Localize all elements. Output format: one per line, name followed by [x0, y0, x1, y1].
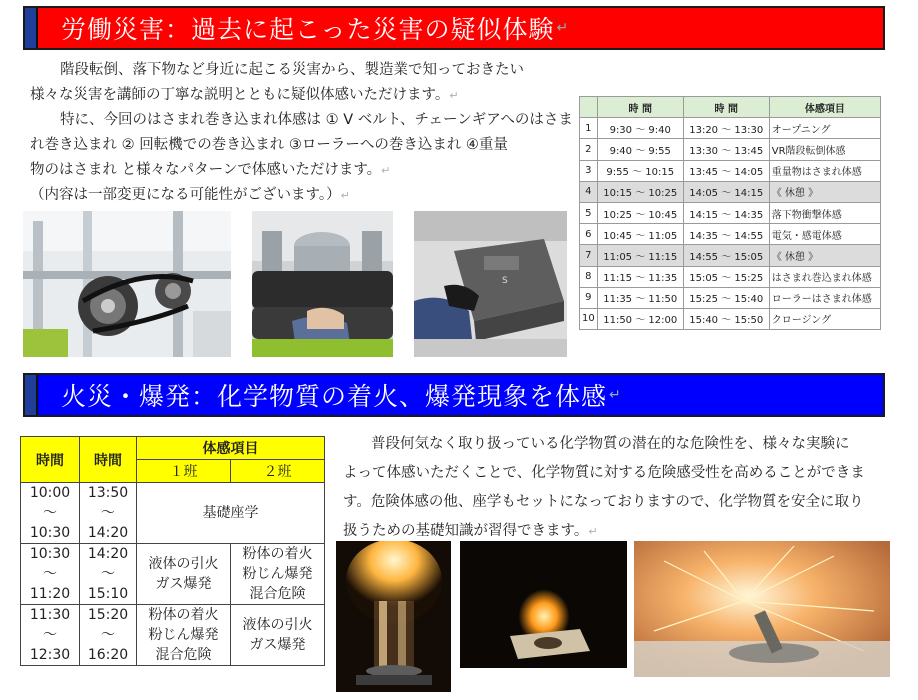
tilde: 〜	[635, 251, 646, 263]
explosion-sparks-photo	[634, 541, 890, 677]
table-row	[580, 139, 881, 160]
pm-time-cell	[683, 202, 769, 223]
belt-chain-machine-photo	[23, 211, 231, 357]
class2-item-cell: 粉体の着火 粉じん爆発 混合危険	[231, 544, 325, 605]
pm-time-cell	[683, 139, 769, 160]
return-mark-icon: ↵	[556, 20, 570, 36]
time-start: 10:30	[29, 546, 71, 562]
am-time-cell	[597, 245, 683, 266]
header-items: 体感項目	[137, 437, 325, 460]
time-start: 13:50	[87, 485, 129, 501]
time-end: 15:05	[734, 251, 764, 263]
time-end: 11:50	[648, 294, 678, 306]
table-row	[580, 181, 881, 202]
paragraph-line: 様々な災害を講師の丁寧な説明とともに疑似体感いただけます。	[30, 87, 450, 103]
time-start: 11:15	[603, 273, 633, 285]
time-end: 11:20	[29, 586, 71, 602]
experience-item: 《 休憩 》	[769, 181, 880, 202]
time-start: 9:40	[609, 145, 633, 157]
time-end: 11:05	[648, 230, 678, 242]
row-number: 5	[580, 202, 598, 223]
header-time-pm: 時 間	[683, 97, 769, 118]
time-end: 14:05	[734, 167, 764, 179]
time-cell	[80, 605, 137, 666]
experience-item: 重量物はさまれ体感	[769, 160, 880, 181]
header-time-am: 時間	[21, 437, 80, 483]
time-cell	[80, 544, 137, 605]
time-start: 11:50	[603, 315, 633, 327]
time-end: 13:30	[734, 124, 764, 136]
tilde: 〜	[635, 294, 646, 306]
tilde: 〜	[721, 167, 732, 179]
tilde: 〜	[632, 167, 643, 179]
am-time-cell	[597, 224, 683, 245]
tilde: 〜	[721, 188, 732, 200]
time-end: 9:55	[648, 145, 671, 157]
experience-item: 《 休憩 》	[769, 245, 880, 266]
table-row	[580, 224, 881, 245]
time-cell	[21, 483, 80, 544]
time-start: 13:20	[689, 124, 719, 136]
time-cell	[21, 544, 80, 605]
time-start: 15:20	[87, 607, 129, 623]
time-start: 15:25	[689, 294, 719, 306]
time-end: 12:30	[29, 647, 71, 663]
row-number: 1	[580, 118, 598, 139]
time-start: 15:05	[689, 273, 719, 285]
return-mark-icon: ↵	[609, 387, 622, 403]
tilde: 〜	[635, 188, 646, 200]
time-end: 10:25	[648, 188, 678, 200]
tilde: 〜	[721, 294, 732, 306]
pm-time-cell	[683, 287, 769, 308]
time-end: 15:40	[734, 294, 764, 306]
time-start: 14:55	[689, 251, 719, 263]
heavy-object-press-photo	[414, 211, 567, 357]
paragraph-line: 物のはさまれ と様々なパターンで体感いただけます。	[30, 162, 382, 178]
row-number: 7	[580, 245, 598, 266]
merged-item-cell: 基礎座学	[137, 483, 325, 544]
time-end: 14:35	[734, 209, 764, 221]
table-row	[21, 483, 325, 544]
tilde: 〜	[43, 505, 57, 521]
row-number: 9	[580, 287, 598, 308]
section1-title	[61, 8, 569, 48]
schedule-body	[580, 118, 881, 330]
time-cell	[80, 483, 137, 544]
table-row	[580, 160, 881, 181]
time-end: 10:15	[645, 167, 675, 179]
tilde: 〜	[635, 124, 646, 136]
row-number: 3	[580, 160, 598, 181]
tilde: 〜	[635, 145, 646, 157]
section2-paragraph	[343, 430, 903, 546]
time-end: 15:50	[734, 315, 764, 327]
time-end: 16:20	[87, 647, 129, 663]
tilde: 〜	[43, 566, 57, 582]
am-time-cell	[597, 308, 683, 329]
table-row	[21, 605, 325, 666]
return-mark-icon: ↵	[381, 164, 391, 177]
am-time-cell	[597, 287, 683, 308]
tilde: 〜	[101, 627, 115, 643]
time-start: 9:30	[609, 124, 633, 136]
time-start: 14:35	[689, 230, 719, 242]
flame-dish-photo	[460, 541, 627, 668]
return-mark-icon: ↵	[449, 89, 459, 102]
am-time-cell	[597, 160, 683, 181]
time-start: 14:20	[87, 546, 129, 562]
tilde: 〜	[101, 505, 115, 521]
svg-text:S: S	[502, 276, 508, 286]
class2-item-cell: 液体の引火 ガス爆発	[231, 605, 325, 666]
row-number: 4	[580, 181, 598, 202]
return-mark-icon: ↵	[340, 189, 350, 202]
class1-item-cell: 液体の引火 ガス爆発	[137, 544, 231, 605]
section2-title-text: 火災・爆発：化学物質の着火、爆発現象を体感	[61, 382, 608, 411]
pm-time-cell	[683, 266, 769, 287]
header-no	[580, 97, 598, 118]
return-mark-icon: ↵	[588, 525, 598, 538]
roller-hand-photo	[252, 211, 393, 357]
paragraph-line: 普段何気なく取り扱っている化学物質の潜在的な危険性を、様々な実験に	[371, 436, 850, 452]
table-row	[21, 544, 325, 605]
tilde: 〜	[721, 251, 732, 263]
pm-time-cell	[683, 118, 769, 139]
header-class1: １班	[137, 460, 231, 483]
time-start: 10:00	[29, 485, 71, 501]
paragraph-line: れ巻き込まれ ② 回転機での巻き込まれ ③ローラーへの巻き込まれ ④重量	[30, 137, 508, 153]
experience-item: オープニング	[769, 118, 880, 139]
section1-paragraph	[30, 58, 580, 208]
time-start: 11:30	[29, 607, 71, 623]
time-end: 10:30	[29, 525, 71, 541]
time-end: 10:45	[648, 209, 678, 221]
header-item: 体感項目	[769, 97, 880, 118]
time-start: 13:45	[689, 167, 719, 179]
table-row	[580, 118, 881, 139]
row-number: 6	[580, 224, 598, 245]
am-time-cell	[597, 266, 683, 287]
paragraph-line: 扱うための基礎知識が習得できます。	[343, 523, 589, 539]
tilde: 〜	[635, 209, 646, 221]
time-start: 14:15	[689, 209, 719, 221]
section1-title-text: 労働災害：過去に起こった災害の疑似体験	[61, 15, 555, 44]
time-end: 14:20	[87, 525, 129, 541]
am-time-cell	[597, 139, 683, 160]
fire-schedule-body	[21, 483, 325, 666]
tilde: 〜	[721, 315, 732, 327]
header-class2: ２班	[231, 460, 325, 483]
tilde: 〜	[101, 566, 115, 582]
tilde: 〜	[721, 230, 732, 242]
pm-time-cell	[683, 181, 769, 202]
banner-accent-stripe	[25, 375, 38, 415]
paragraph-line: す。危険体感の他、座学もセットになっておりますので、化学物質を安全に取り	[343, 494, 864, 510]
time-cell	[21, 605, 80, 666]
flame-cylinder-photo	[336, 541, 451, 692]
table-header-row	[580, 97, 881, 118]
time-start: 9:55	[606, 167, 629, 179]
time-start: 15:40	[689, 315, 719, 327]
tilde: 〜	[721, 209, 732, 221]
tilde: 〜	[635, 230, 646, 242]
time-end: 12:00	[648, 315, 678, 327]
tilde: 〜	[635, 273, 646, 285]
experience-item: はさまれ巻込まれ体感	[769, 266, 880, 287]
table-row	[580, 245, 881, 266]
time-end: 11:15	[648, 251, 678, 263]
row-number: 2	[580, 139, 598, 160]
tilde: 〜	[721, 273, 732, 285]
time-start: 13:30	[689, 145, 719, 157]
time-end: 14:55	[734, 230, 764, 242]
time-start: 10:15	[603, 188, 633, 200]
paragraph-line: よって体感いただくことで、化学物質に対する危険感受性を高めることができま	[343, 465, 865, 481]
row-number: 10	[580, 308, 598, 329]
am-time-cell	[597, 118, 683, 139]
table-row	[580, 287, 881, 308]
am-time-cell	[597, 181, 683, 202]
table-row	[580, 308, 881, 329]
pm-time-cell	[683, 308, 769, 329]
time-start: 14:05	[689, 188, 719, 200]
experience-item: VR階段転倒体感	[769, 139, 880, 160]
class1-item-cell: 粉体の着火 粉じん爆発 混合危険	[137, 605, 231, 666]
time-start: 10:45	[603, 230, 633, 242]
row-number: 8	[580, 266, 598, 287]
experience-item: 電気・感電体感	[769, 224, 880, 245]
pm-time-cell	[683, 224, 769, 245]
time-end: 9:40	[648, 124, 671, 136]
pm-time-cell	[683, 160, 769, 181]
time-end: 14:15	[734, 188, 764, 200]
time-start: 11:05	[603, 251, 633, 263]
paragraph-line: 特に、今回のはさまれ巻き込まれ体感は ① V ベルト、チェーンギアへのはさま	[60, 112, 573, 128]
header-time-am: 時 間	[597, 97, 683, 118]
time-end: 13:45	[734, 145, 764, 157]
tilde: 〜	[43, 627, 57, 643]
paragraph-line: （内容は一部変更になる可能性がございます。）	[30, 187, 341, 203]
fire-schedule-table	[20, 436, 325, 666]
time-start: 11:35	[603, 294, 633, 306]
paragraph-line: 階段転倒、落下物など身近に起こる災害から、製造業で知っておきたい	[60, 62, 524, 78]
time-end: 15:10	[87, 586, 129, 602]
section1-banner	[23, 6, 885, 50]
am-time-cell	[597, 202, 683, 223]
table-row	[580, 266, 881, 287]
experience-item: ローラーはさまれ体感	[769, 287, 880, 308]
time-end: 11:35	[648, 273, 678, 285]
section2-title	[61, 375, 622, 415]
header-time-pm: 時間	[80, 437, 137, 483]
table-row	[580, 202, 881, 223]
tilde: 〜	[721, 145, 732, 157]
time-start: 10:25	[603, 209, 633, 221]
experience-item: 落下物衝撃体感	[769, 202, 880, 223]
tilde: 〜	[721, 124, 732, 136]
tilde: 〜	[635, 315, 646, 327]
experience-item: クロージング	[769, 308, 880, 329]
time-end: 15:25	[734, 273, 764, 285]
section2-banner	[23, 373, 885, 417]
banner-accent-stripe	[25, 8, 38, 48]
experience-schedule-table	[579, 96, 881, 330]
pm-time-cell	[683, 245, 769, 266]
